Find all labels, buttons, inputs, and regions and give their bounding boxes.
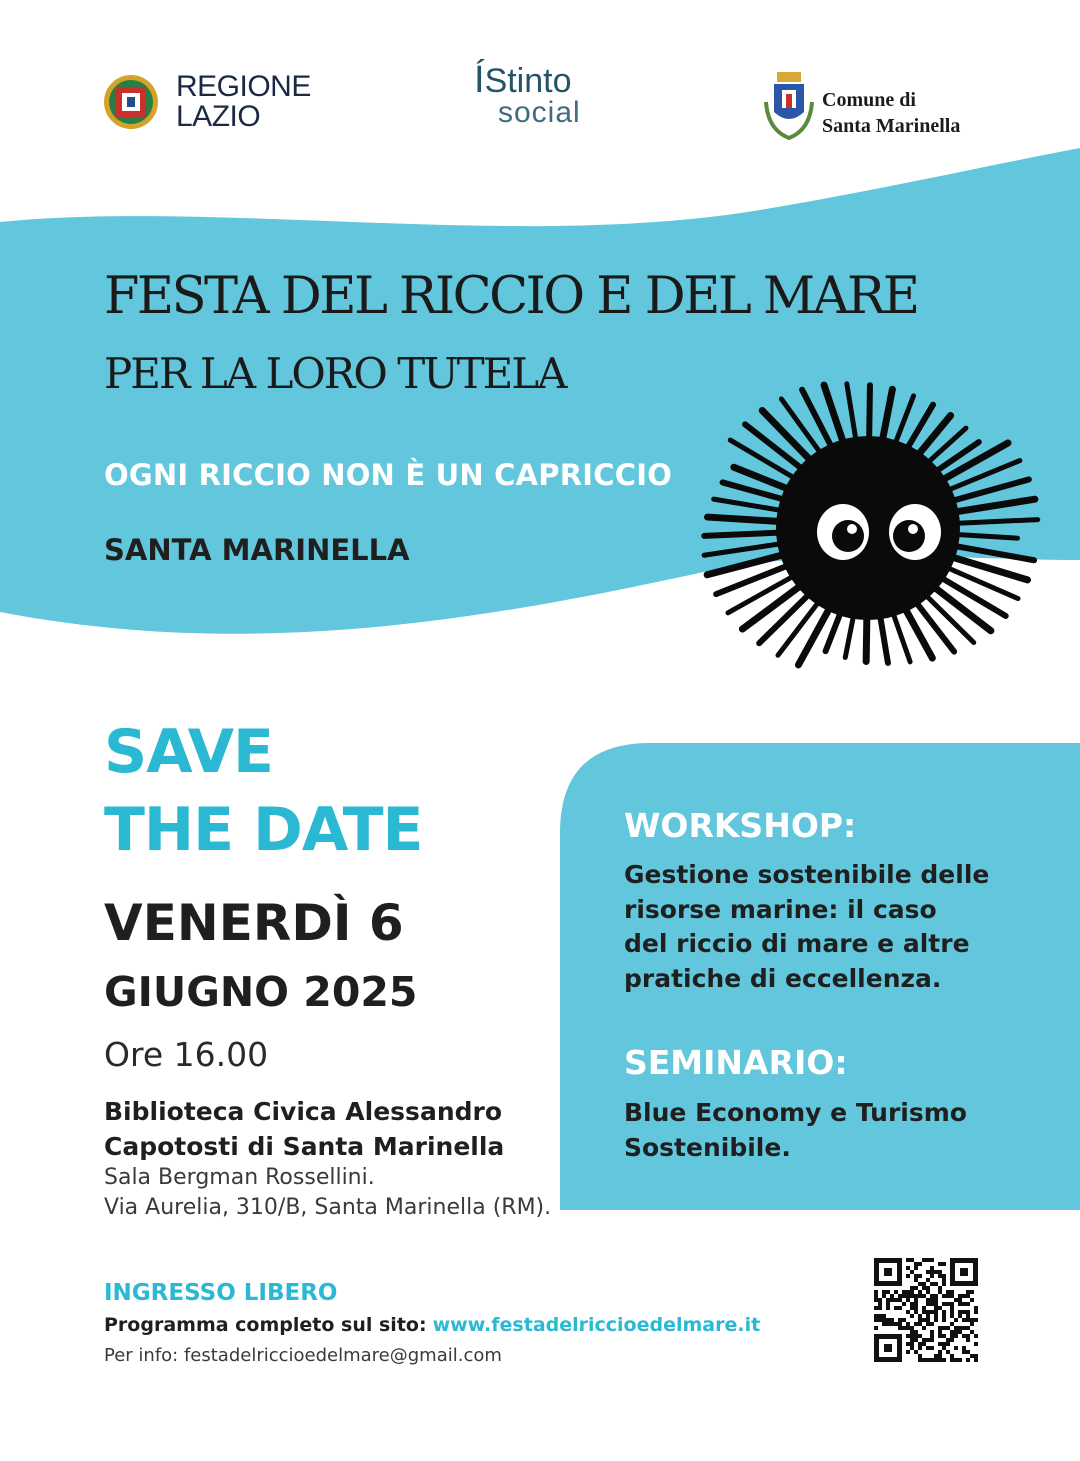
contact-email[interactable]: Per info: festadelriccioedelmare@gmail.com <box>104 1345 502 1366</box>
qr-module <box>974 1310 978 1314</box>
qr-module <box>910 1334 914 1338</box>
qr-module <box>906 1274 910 1278</box>
qr-module <box>918 1318 922 1322</box>
qr-module <box>974 1318 978 1322</box>
qr-module <box>918 1274 922 1278</box>
qr-module <box>926 1346 930 1350</box>
qr-module <box>914 1262 918 1266</box>
qr-module <box>938 1350 942 1354</box>
qr-module <box>914 1298 918 1302</box>
qr-module <box>914 1306 918 1310</box>
program-label: Programma completo sul sito: <box>104 1314 427 1336</box>
qr-module <box>938 1306 942 1310</box>
qr-module <box>930 1346 934 1350</box>
qr-module <box>942 1318 946 1322</box>
qr-module <box>950 1322 954 1326</box>
free-entry-label: INGRESSO LIBERO <box>104 1280 338 1306</box>
qr-module <box>942 1294 946 1298</box>
qr-module <box>938 1330 942 1334</box>
qr-module <box>910 1302 914 1306</box>
qr-module <box>874 1314 878 1318</box>
qr-module <box>974 1354 978 1358</box>
qr-module <box>930 1330 934 1334</box>
qr-module <box>874 1306 878 1310</box>
qr-module <box>966 1294 970 1298</box>
qr-module <box>926 1258 930 1262</box>
qr-module <box>926 1286 930 1290</box>
qr-module <box>954 1334 958 1338</box>
qr-module <box>874 1290 878 1294</box>
qr-module <box>914 1338 918 1342</box>
qr-module <box>946 1290 950 1294</box>
qr-module <box>918 1290 922 1294</box>
qr-module <box>942 1342 946 1346</box>
qr-module <box>878 1318 882 1322</box>
qr-module <box>970 1330 974 1334</box>
qr-module <box>918 1322 922 1326</box>
qr-module <box>958 1298 962 1302</box>
qr-module <box>930 1282 934 1286</box>
qr-module <box>898 1322 902 1326</box>
qr-module <box>966 1334 970 1338</box>
qr-module <box>898 1306 902 1310</box>
qr-module <box>922 1326 926 1330</box>
qr-module <box>946 1338 950 1342</box>
workshop-description: Gestione sostenibile delle risorse marine: il caso del riccio di mare e altre pratiche di eccellenza. <box>624 860 990 993</box>
qr-module <box>958 1358 962 1362</box>
qr-module <box>930 1298 934 1302</box>
qr-module <box>902 1318 906 1322</box>
qr-module <box>878 1302 882 1306</box>
qr-module <box>922 1358 926 1362</box>
qr-module <box>918 1294 922 1298</box>
qr-module <box>914 1322 918 1326</box>
event-slogan: OGNI RICCIO NON È UN CAPRICCIO <box>104 458 673 492</box>
qr-module <box>962 1302 966 1306</box>
qr-module <box>938 1326 942 1330</box>
event-time: Ore 16.00 <box>104 1035 269 1074</box>
qr-module <box>918 1358 922 1362</box>
qr-module <box>966 1338 970 1342</box>
qr-module <box>922 1306 926 1310</box>
qr-module <box>914 1294 918 1298</box>
qr-module <box>886 1318 890 1322</box>
qr-module <box>934 1306 938 1310</box>
qr-module <box>906 1326 910 1330</box>
qr-module <box>910 1346 914 1350</box>
qr-module <box>942 1326 946 1330</box>
qr-module <box>906 1294 910 1298</box>
qr-module <box>966 1318 970 1322</box>
qr-module <box>942 1346 946 1350</box>
qr-module <box>874 1326 878 1330</box>
qr-module <box>934 1294 938 1298</box>
qr-module <box>886 1322 890 1326</box>
qr-module <box>934 1318 938 1322</box>
qr-module <box>906 1310 910 1314</box>
event-subtitle: PER LA LORO TUTELA <box>104 349 566 398</box>
qr-module <box>938 1274 942 1278</box>
qr-module <box>930 1274 934 1278</box>
qr-module <box>918 1334 922 1338</box>
qr-module <box>950 1358 954 1362</box>
qr-module <box>910 1258 914 1262</box>
qr-module <box>930 1270 934 1274</box>
qr-module <box>910 1306 914 1310</box>
qr-module <box>918 1262 922 1266</box>
qr-module <box>930 1310 934 1314</box>
qr-module <box>922 1294 926 1298</box>
qr-module <box>950 1310 954 1314</box>
qr-module <box>926 1314 930 1318</box>
qr-module <box>910 1342 914 1346</box>
qr-module <box>954 1298 958 1302</box>
qr-module <box>950 1330 954 1334</box>
qr-module <box>974 1334 978 1338</box>
qr-module <box>970 1290 974 1294</box>
qr-module <box>946 1302 950 1306</box>
qr-module <box>898 1318 902 1322</box>
qr-module <box>874 1318 878 1322</box>
qr-module <box>942 1302 946 1306</box>
qr-module <box>930 1334 934 1338</box>
qr-module <box>942 1334 946 1338</box>
qr-module <box>962 1294 966 1298</box>
qr-module <box>882 1314 886 1318</box>
qr-module <box>938 1270 942 1274</box>
qr-module <box>966 1314 970 1318</box>
qr-module <box>886 1302 890 1306</box>
qr-module <box>930 1258 934 1262</box>
qr-module <box>914 1286 918 1290</box>
qr-module <box>918 1342 922 1346</box>
qr-module <box>942 1310 946 1314</box>
qr-module <box>906 1266 910 1270</box>
qr-module <box>902 1290 906 1294</box>
qr-module <box>938 1334 942 1338</box>
event-day: VENERDÌ 6 <box>104 894 404 952</box>
qr-module <box>914 1266 918 1270</box>
seminar-heading: SEMINARIO: <box>624 1043 848 1082</box>
workshop-heading: WORKSHOP: <box>624 806 857 845</box>
qr-module <box>966 1358 970 1362</box>
qr-module <box>950 1314 954 1318</box>
qr-module <box>902 1294 906 1298</box>
qr-module <box>938 1342 942 1346</box>
qr-module <box>910 1294 914 1298</box>
qr-module <box>958 1302 962 1306</box>
qr-module <box>962 1334 966 1338</box>
qr-module <box>926 1318 930 1322</box>
qr-module <box>958 1314 962 1318</box>
qr-module <box>878 1306 882 1310</box>
qr-module <box>898 1326 902 1330</box>
qr-module <box>926 1322 930 1326</box>
website-link[interactable]: www.festadelriccioedelmare.it <box>432 1314 761 1336</box>
qr-module <box>962 1346 966 1350</box>
qr-module <box>930 1358 934 1362</box>
istinto-social-logo: ÍStinto social <box>474 59 581 129</box>
qr-module <box>914 1334 918 1338</box>
qr-module <box>906 1334 910 1338</box>
qr-module <box>910 1338 914 1342</box>
qr-module <box>946 1326 950 1330</box>
qr-module <box>962 1350 966 1354</box>
qr-module <box>950 1294 954 1298</box>
qr-module <box>950 1334 954 1338</box>
qr-module <box>934 1354 938 1358</box>
qr-module <box>886 1306 890 1310</box>
event-venue: Biblioteca Civica Alessandro Capotosti di Santa Marinella <box>104 1097 505 1161</box>
qr-module <box>950 1302 954 1306</box>
qr-module <box>890 1322 894 1326</box>
qr-module <box>970 1354 974 1358</box>
qr-module <box>926 1358 930 1362</box>
qr-module <box>938 1286 942 1290</box>
qr-module <box>962 1326 966 1330</box>
qr-module <box>878 1314 882 1318</box>
qr-module <box>906 1258 910 1262</box>
save-the-date-heading: SAVE THE DATE <box>104 717 423 865</box>
qr-module <box>922 1338 926 1342</box>
qr-module <box>894 1290 898 1294</box>
qr-module <box>910 1326 914 1330</box>
event-place: SANTA MARINELLA <box>104 533 410 567</box>
qr-module <box>922 1286 926 1290</box>
qr-module <box>934 1314 938 1318</box>
qr-module <box>958 1294 962 1298</box>
qr-module <box>938 1290 942 1294</box>
qr-module <box>970 1318 974 1322</box>
qr-module <box>914 1330 918 1334</box>
qr-module <box>954 1346 958 1350</box>
qr-module <box>930 1302 934 1306</box>
qr-module <box>946 1350 950 1354</box>
qr-module <box>922 1258 926 1262</box>
qr-module <box>918 1314 922 1318</box>
qr-module <box>934 1302 938 1306</box>
qr-module <box>942 1274 946 1278</box>
qr-module <box>906 1290 910 1294</box>
qr-module <box>926 1270 930 1274</box>
qr-module <box>934 1270 938 1274</box>
qr-module <box>954 1358 958 1362</box>
qr-module <box>942 1314 946 1318</box>
regione-lazio-wordmark: REGIONE LAZIO <box>176 70 311 133</box>
qr-module <box>974 1342 978 1346</box>
qr-module <box>930 1294 934 1298</box>
qr-module <box>934 1310 938 1314</box>
santa-marinella-crest-icon <box>762 68 816 144</box>
qr-module <box>914 1350 918 1354</box>
qr-module <box>886 1290 890 1294</box>
qr-module <box>914 1302 918 1306</box>
qr-module <box>938 1354 942 1358</box>
qr-module <box>942 1282 946 1286</box>
qr-module <box>906 1342 910 1346</box>
qr-module <box>954 1326 958 1330</box>
qr-module <box>938 1262 942 1266</box>
event-address: Sala Bergman Rossellini. Via Aurelia, 310/B, Santa Marinella (RM). <box>104 1165 552 1220</box>
qr-module <box>894 1306 898 1310</box>
qr-module <box>910 1330 914 1334</box>
qr-module <box>930 1266 934 1270</box>
qr-module <box>966 1350 970 1354</box>
qr-module <box>926 1278 930 1282</box>
qr-module <box>910 1270 914 1274</box>
qr-module <box>914 1310 918 1314</box>
seminar-description: Blue Economy e Turismo Sostenibile. <box>624 1098 967 1162</box>
event-title: FESTA DEL RICCIO E DEL MARE <box>104 267 918 326</box>
qr-module <box>894 1298 898 1302</box>
qr-module <box>958 1310 962 1314</box>
comune-santa-marinella-wordmark: Comune di Santa Marinella <box>822 89 961 137</box>
qr-module <box>934 1282 938 1286</box>
qr-module <box>958 1330 962 1334</box>
sea-urchin-mascot-icon <box>680 360 1060 680</box>
qr-module <box>918 1354 922 1358</box>
qr-module <box>890 1298 894 1302</box>
qr-module <box>934 1358 938 1362</box>
event-month: GIUGNO 2025 <box>104 968 418 1016</box>
qr-module <box>962 1310 966 1314</box>
qr-module <box>890 1318 894 1322</box>
qr-module <box>966 1290 970 1294</box>
qr-module <box>910 1290 914 1294</box>
qr-module <box>922 1342 926 1346</box>
qr-module <box>910 1314 914 1318</box>
qr-module <box>902 1302 906 1306</box>
qr-module <box>946 1342 950 1346</box>
qr-module <box>882 1322 886 1326</box>
qr-module <box>874 1298 878 1302</box>
qr-module <box>966 1326 970 1330</box>
qr-module <box>926 1338 930 1342</box>
qr-module <box>894 1322 898 1326</box>
qr-module <box>926 1298 930 1302</box>
qr-module <box>950 1290 954 1294</box>
qr-module <box>914 1274 918 1278</box>
qr-module <box>922 1318 926 1322</box>
qr-module <box>874 1294 878 1298</box>
qr-module <box>970 1322 974 1326</box>
qr-module <box>942 1358 946 1362</box>
qr-module <box>922 1310 926 1314</box>
qr-module <box>954 1318 958 1322</box>
qr-module <box>974 1306 978 1310</box>
qr-module <box>946 1294 950 1298</box>
qr-module <box>926 1310 930 1314</box>
qr-module <box>938 1358 942 1362</box>
qr-module <box>942 1262 946 1266</box>
qr-module <box>898 1298 902 1302</box>
program-link-line <box>104 1311 760 1339</box>
qr-module <box>886 1298 890 1302</box>
qr-module <box>882 1290 886 1294</box>
qr-module <box>906 1322 910 1326</box>
qr-module <box>930 1322 934 1326</box>
qr-module <box>906 1298 910 1302</box>
qr-module <box>890 1294 894 1298</box>
qr-module <box>882 1318 886 1322</box>
qr-module <box>926 1302 930 1306</box>
qr-code-icon[interactable] <box>874 1258 978 1362</box>
regione-lazio-emblem-icon <box>102 72 160 132</box>
qr-module <box>878 1298 882 1302</box>
qr-module <box>922 1282 926 1286</box>
qr-module <box>926 1290 930 1294</box>
qr-module <box>918 1282 922 1286</box>
qr-module <box>950 1338 954 1342</box>
qr-module <box>898 1294 902 1298</box>
qr-module <box>962 1318 966 1322</box>
qr-module <box>966 1310 970 1314</box>
qr-module <box>954 1330 958 1334</box>
qr-module <box>950 1354 954 1358</box>
qr-module <box>918 1346 922 1350</box>
qr-module <box>974 1358 978 1362</box>
qr-module <box>902 1326 906 1330</box>
qr-module <box>882 1294 886 1298</box>
qr-module <box>950 1306 954 1310</box>
qr-module <box>942 1278 946 1282</box>
qr-module <box>930 1338 934 1342</box>
qr-module <box>970 1298 974 1302</box>
qr-module <box>910 1286 914 1290</box>
qr-module <box>914 1278 918 1282</box>
qr-module <box>958 1326 962 1330</box>
qr-module <box>966 1302 970 1306</box>
qr-module <box>906 1350 910 1354</box>
qr-module <box>934 1298 938 1302</box>
